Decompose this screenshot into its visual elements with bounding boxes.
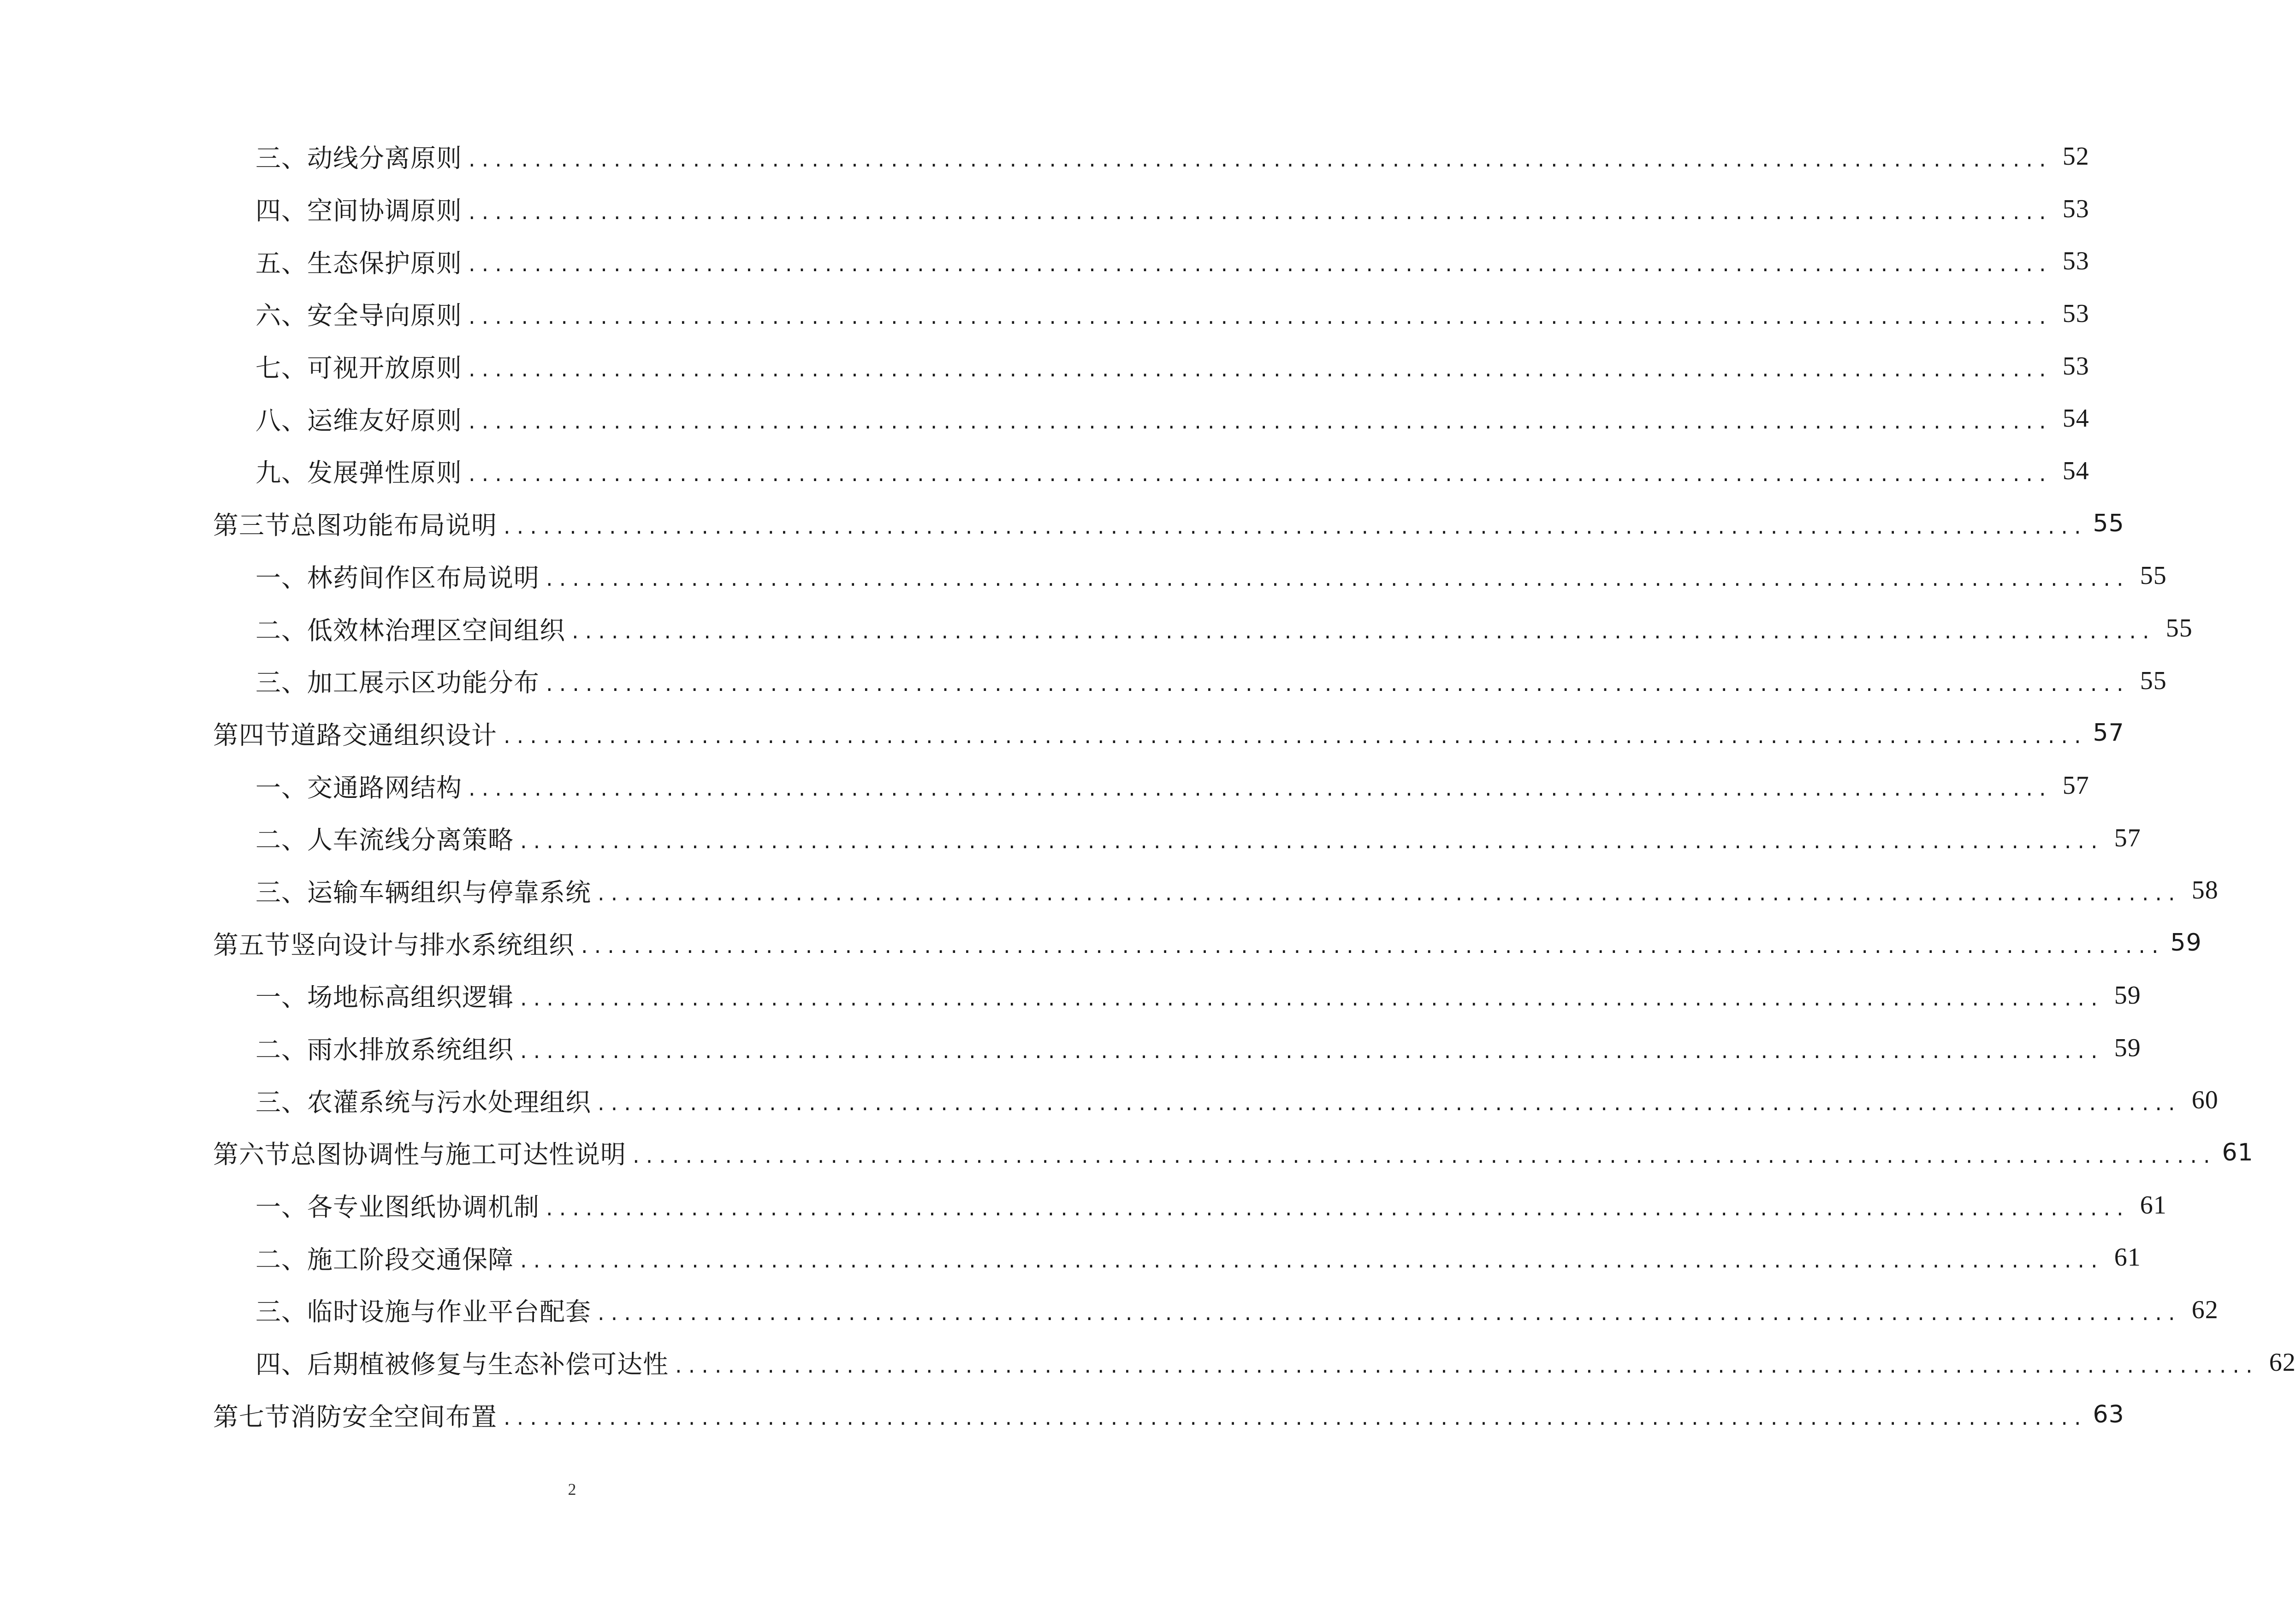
toc-dot-leader: ........................................................................................................................ [520, 828, 2104, 853]
toc-entry-title: 施工阶段交通保障 [307, 1244, 514, 1274]
toc-dot-leader: ........................................................................................................................ [581, 933, 2165, 958]
toc-entry-page: 63 [2093, 1401, 2124, 1429]
toc-entry-page: 57 [2114, 823, 2141, 852]
toc-dot-leader: ........................................................................................................................ [572, 619, 2156, 644]
toc-entry[interactable] [213, 130, 2089, 183]
toc-entry-number: 八、 [255, 405, 308, 435]
toc-entry-page: 62 [2269, 1348, 2296, 1377]
toc-entry-page: 55 [2140, 666, 2167, 695]
toc-entry-number: 一、 [255, 982, 308, 1012]
toc-entry-title: 运输车辆组织与停靠系统 [307, 877, 592, 907]
toc-entry-page: 62 [2191, 1295, 2219, 1324]
toc-entry-number: 第三节 [213, 511, 291, 541]
toc-dot-leader: ........................................................................................................................ [675, 1352, 2259, 1378]
toc-entry[interactable] [213, 1284, 2219, 1336]
toc-entry[interactable] [213, 916, 2202, 969]
toc-dot-leader: ........................................................................................................................ [469, 199, 2053, 224]
toc-entry-title: 消防安全空间布置 [291, 1402, 498, 1432]
toc-entry-page: 57 [2062, 771, 2089, 800]
toc-entry-page: 59 [2114, 981, 2141, 1010]
toc-entry-number: 第七节 [213, 1402, 291, 1432]
toc-entry-title: 生态保护原则 [307, 248, 463, 278]
toc-entry-title: 加工展示区功能分布 [307, 668, 540, 698]
toc-entry-title: 道路交通组织设计 [291, 720, 498, 750]
toc-entry-page: 55 [2140, 561, 2167, 590]
toc-entry[interactable] [213, 707, 2124, 760]
toc-entry-number: 第四节 [213, 720, 291, 750]
toc-entry-title: 交通路网结构 [307, 773, 463, 803]
toc-entry[interactable] [213, 969, 2141, 1022]
toc-entry-number: 三、 [255, 143, 308, 173]
toc-entry-number: 一、 [255, 773, 308, 803]
toc-entry[interactable] [213, 1179, 2167, 1231]
toc-dot-leader: ........................................................................................................................ [598, 880, 2182, 906]
toc-entry-page: 53 [2062, 247, 2089, 276]
toc-entry-title: 后期植被修复与生态补偿可达性 [307, 1350, 669, 1380]
toc-entry-page: 59 [2170, 929, 2202, 957]
toc-entry[interactable] [213, 497, 2124, 550]
toc-entry-page: 55 [2093, 509, 2124, 537]
toc-entry-title: 雨水排放系统组织 [307, 1035, 514, 1065]
toc-entry-title: 林药间作区布局说明 [307, 563, 540, 593]
toc-entry-title: 安全导向原则 [307, 301, 463, 331]
toc-dot-leader: ........................................................................................................................ [598, 1300, 2182, 1325]
toc-entry[interactable] [213, 1231, 2141, 1284]
toc-entry-page: 59 [2114, 1033, 2141, 1062]
toc-dot-leader: ........................................................................................................................ [504, 723, 2088, 749]
toc-dot-leader: ........................................................................................................................ [469, 251, 2053, 277]
toc-entry-number: 二、 [255, 825, 308, 855]
toc-entry-page: 57 [2093, 719, 2124, 747]
toc-entry-number: 三、 [255, 668, 308, 698]
toc-entry-number: 第五节 [213, 930, 291, 960]
toc-entry[interactable] [213, 812, 2141, 864]
toc-entry[interactable] [213, 602, 2193, 654]
toc-entry-number: 七、 [255, 353, 308, 383]
toc-dot-leader: ........................................................................................................................ [546, 566, 2130, 591]
toc-entry[interactable] [213, 183, 2089, 235]
toc-dot-leader: ........................................................................................................................ [469, 461, 2053, 486]
toc-entry-title: 人车流线分离策略 [307, 825, 514, 855]
toc-entry-number: 二、 [255, 615, 308, 645]
toc-dot-leader: ........................................................................................................................ [520, 985, 2104, 1011]
toc-entry-number: 五、 [255, 248, 308, 278]
toc-entry-number: 六、 [255, 301, 308, 331]
toc-entry-page: 61 [2140, 1190, 2167, 1219]
toc-entry-number: 四、 [255, 196, 308, 226]
toc-entry[interactable] [213, 1389, 2124, 1441]
toc-entry-number: 三、 [255, 1087, 308, 1117]
toc-entry-number: 一、 [255, 563, 308, 593]
toc-entry[interactable] [213, 235, 2089, 287]
toc-dot-leader: ........................................................................................................................ [469, 776, 2053, 801]
toc-entry-page: 60 [2191, 1086, 2219, 1115]
toc-entry-page: 52 [2062, 142, 2089, 171]
toc-entry-page: 53 [2062, 351, 2089, 381]
toc-dot-leader: ........................................................................................................................ [520, 1248, 2104, 1273]
toc-entry-page: 53 [2062, 299, 2089, 328]
table-of-contents [213, 130, 2296, 1441]
toc-entry-title: 场地标高组织逻辑 [307, 982, 514, 1012]
toc-dot-leader: ........................................................................................................................ [469, 356, 2053, 381]
toc-dot-leader: ........................................................................................................................ [546, 671, 2130, 696]
toc-entry-title: 运维友好原则 [307, 405, 463, 435]
toc-entry-page: 54 [2062, 404, 2089, 433]
toc-dot-leader: ........................................................................................................................ [520, 1038, 2104, 1063]
toc-dot-leader: ........................................................................................................................ [469, 303, 2053, 329]
toc-entry-title: 空间协调原则 [307, 196, 463, 226]
toc-entry[interactable] [213, 445, 2089, 497]
toc-entry[interactable] [213, 1022, 2141, 1074]
toc-entry[interactable] [213, 287, 2089, 340]
toc-entry-number: 九、 [255, 458, 308, 488]
toc-entry-number: 二、 [255, 1244, 308, 1274]
toc-dot-leader: ........................................................................................................................ [546, 1195, 2130, 1220]
toc-entry[interactable] [213, 550, 2167, 602]
toc-dot-leader: ........................................................................................................................ [504, 513, 2088, 539]
toc-entry-title: 低效林治理区空间组织 [307, 615, 566, 645]
toc-entry-number: 四、 [255, 1350, 308, 1380]
toc-entry-number: 三、 [255, 877, 308, 907]
toc-dot-leader: ........................................................................................................................ [633, 1142, 2217, 1168]
toc-dot-leader: ........................................................................................................................ [469, 409, 2053, 434]
toc-entry-title: 总图协调性与施工可达性说明 [291, 1140, 627, 1170]
toc-entry-page: 61 [2222, 1138, 2254, 1166]
toc-entry-title: 临时设施与作业平台配套 [307, 1297, 592, 1327]
toc-entry[interactable] [213, 340, 2089, 393]
toc-dot-leader: ........................................................................................................................ [469, 146, 2053, 172]
toc-entry-page: 55 [2165, 614, 2193, 643]
toc-entry-title: 动线分离原则 [307, 143, 463, 173]
toc-entry-title: 竖向设计与排水系统组织 [291, 930, 575, 960]
toc-entry-title: 发展弹性原则 [307, 458, 463, 488]
toc-entry-title: 可视开放原则 [307, 353, 463, 383]
toc-entry-page: 53 [2062, 194, 2089, 223]
page-number-footer: 2 [568, 1480, 576, 1499]
toc-entry-number: 三、 [255, 1297, 308, 1327]
toc-entry-page: 54 [2062, 456, 2089, 485]
toc-entry-number: 二、 [255, 1035, 308, 1065]
toc-entry[interactable] [213, 1074, 2219, 1126]
toc-entry[interactable] [213, 1126, 2254, 1179]
toc-entry[interactable] [213, 1336, 2296, 1389]
toc-entry-title: 各专业图纸协调机制 [307, 1192, 540, 1222]
toc-entry-page: 58 [2191, 876, 2219, 905]
toc-entry-title: 农灌系统与污水处理组织 [307, 1087, 592, 1117]
toc-entry[interactable] [213, 864, 2219, 917]
toc-dot-leader: ........................................................................................................................ [598, 1090, 2182, 1116]
toc-entry-number: 第六节 [213, 1140, 291, 1170]
toc-entry-number: 一、 [255, 1192, 308, 1222]
toc-entry-title: 总图功能布局说明 [291, 511, 498, 541]
toc-entry[interactable] [213, 654, 2167, 707]
toc-entry-page: 61 [2114, 1243, 2141, 1272]
toc-dot-leader: ........................................................................................................................ [504, 1405, 2088, 1430]
toc-entry[interactable] [213, 392, 2089, 445]
toc-entry[interactable] [213, 759, 2089, 812]
